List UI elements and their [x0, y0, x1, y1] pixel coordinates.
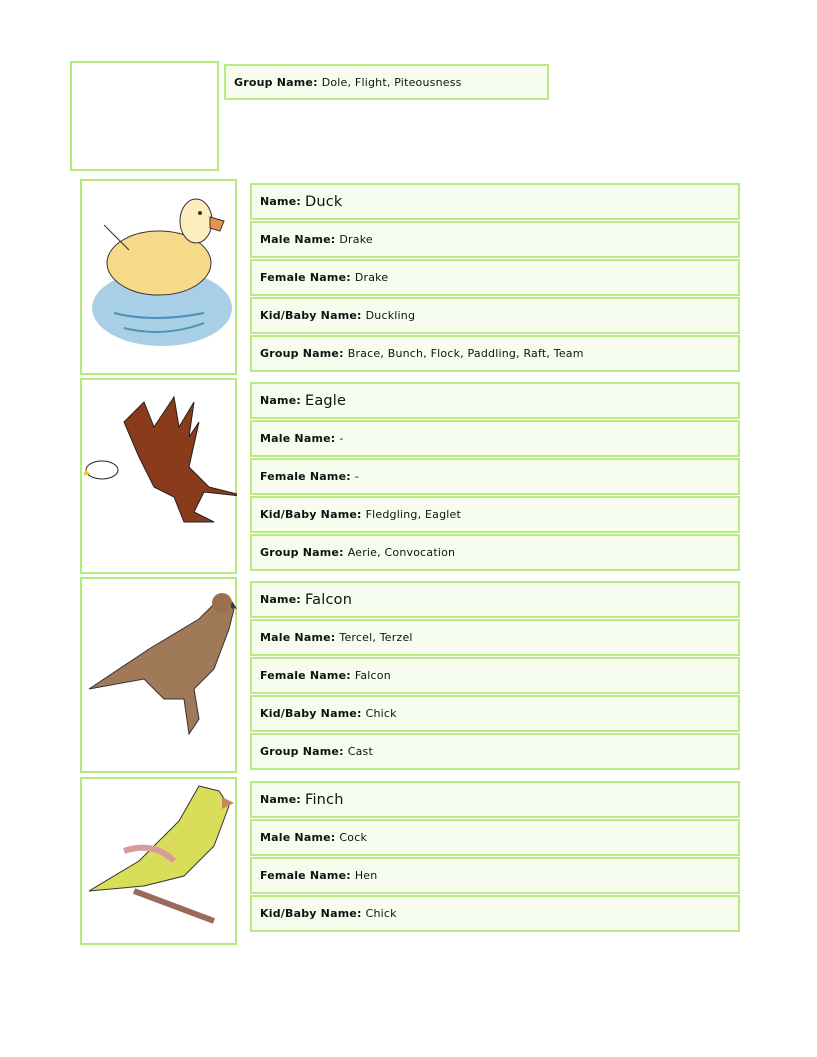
field-label: Male Name: — [260, 631, 336, 644]
falcon-image — [80, 577, 237, 773]
field-value: Brace, Bunch, Flock, Paddling, Raft, Team — [347, 347, 584, 360]
eagle-female-name — [250, 458, 740, 495]
field-value: Duck — [304, 193, 343, 210]
falcon-kid-name — [250, 695, 740, 732]
eagle-name — [250, 382, 740, 419]
field-value: Tercel, Terzel — [339, 631, 413, 644]
field-label: Female Name: — [260, 669, 351, 682]
duck-female-name — [250, 259, 740, 296]
field-label: Group Name: — [260, 347, 344, 360]
falcon-name — [250, 581, 740, 618]
finch-kid-name — [250, 895, 740, 932]
field-value: Chick — [365, 707, 397, 720]
field-label: Name: — [260, 593, 301, 606]
falcon-illustration — [84, 581, 237, 773]
field-value: Fledgling, Eaglet — [365, 508, 462, 521]
eagle-image — [80, 378, 237, 574]
field-label: Male Name: — [260, 432, 336, 445]
duck-name — [250, 183, 740, 220]
field-value: Hen — [354, 869, 378, 882]
field-value: - — [354, 470, 359, 483]
value: Dole, Flight, Piteousness — [321, 75, 462, 89]
field-label: Group Name: — [260, 745, 344, 758]
eagle-male-name — [250, 420, 740, 457]
falcon-group-name — [250, 733, 740, 770]
eagle-group-name — [250, 534, 740, 571]
duck-male-name — [250, 221, 740, 258]
field-value: Aerie, Convocation — [347, 546, 456, 559]
field-label: Name: — [260, 195, 301, 208]
field-label: Kid/Baby Name: — [260, 309, 362, 322]
field-label: Male Name: — [260, 831, 336, 844]
empty-image-box — [70, 61, 219, 171]
duck-illustration — [84, 183, 237, 375]
duck-group-name — [250, 335, 740, 372]
field-label: Group Name: — [234, 75, 318, 89]
finch-image — [80, 777, 237, 945]
field-label: Kid/Baby Name: — [260, 907, 362, 920]
field-label: Kid/Baby Name: — [260, 508, 362, 521]
eagle-kid-name — [250, 496, 740, 533]
field-label: Name: — [260, 793, 301, 806]
field-label: Name: — [260, 394, 301, 407]
duck-image — [80, 179, 237, 375]
field-label: Female Name: — [260, 271, 351, 284]
field-value: Finch — [304, 791, 344, 808]
eagle-illustration — [84, 382, 237, 574]
finch-female-name — [250, 857, 740, 894]
field-value: Drake — [354, 271, 389, 284]
field-value: Falcon — [304, 591, 353, 608]
field-value: Cock — [339, 831, 368, 844]
field-value: Drake — [339, 233, 373, 246]
finch-name — [250, 781, 740, 818]
field-value: - — [339, 432, 344, 445]
field-label: Kid/Baby Name: — [260, 707, 362, 720]
duck-kid-name — [250, 297, 740, 334]
falcon-female-name — [250, 657, 740, 694]
field-label: Group Name: — [260, 546, 344, 559]
falcon-male-name — [250, 619, 740, 656]
field-label: Male Name: — [260, 233, 336, 246]
field-value: Cast — [347, 745, 373, 758]
finch-male-name — [250, 819, 740, 856]
field-label: Female Name: — [260, 869, 351, 882]
field-value: Duckling — [365, 309, 416, 322]
finch-illustration — [84, 781, 237, 945]
field-label: Female Name: — [260, 470, 351, 483]
field-value: Chick — [365, 907, 397, 920]
header-group-name — [224, 64, 549, 100]
field-value: Falcon — [354, 669, 391, 682]
field-value: Eagle — [304, 392, 347, 409]
